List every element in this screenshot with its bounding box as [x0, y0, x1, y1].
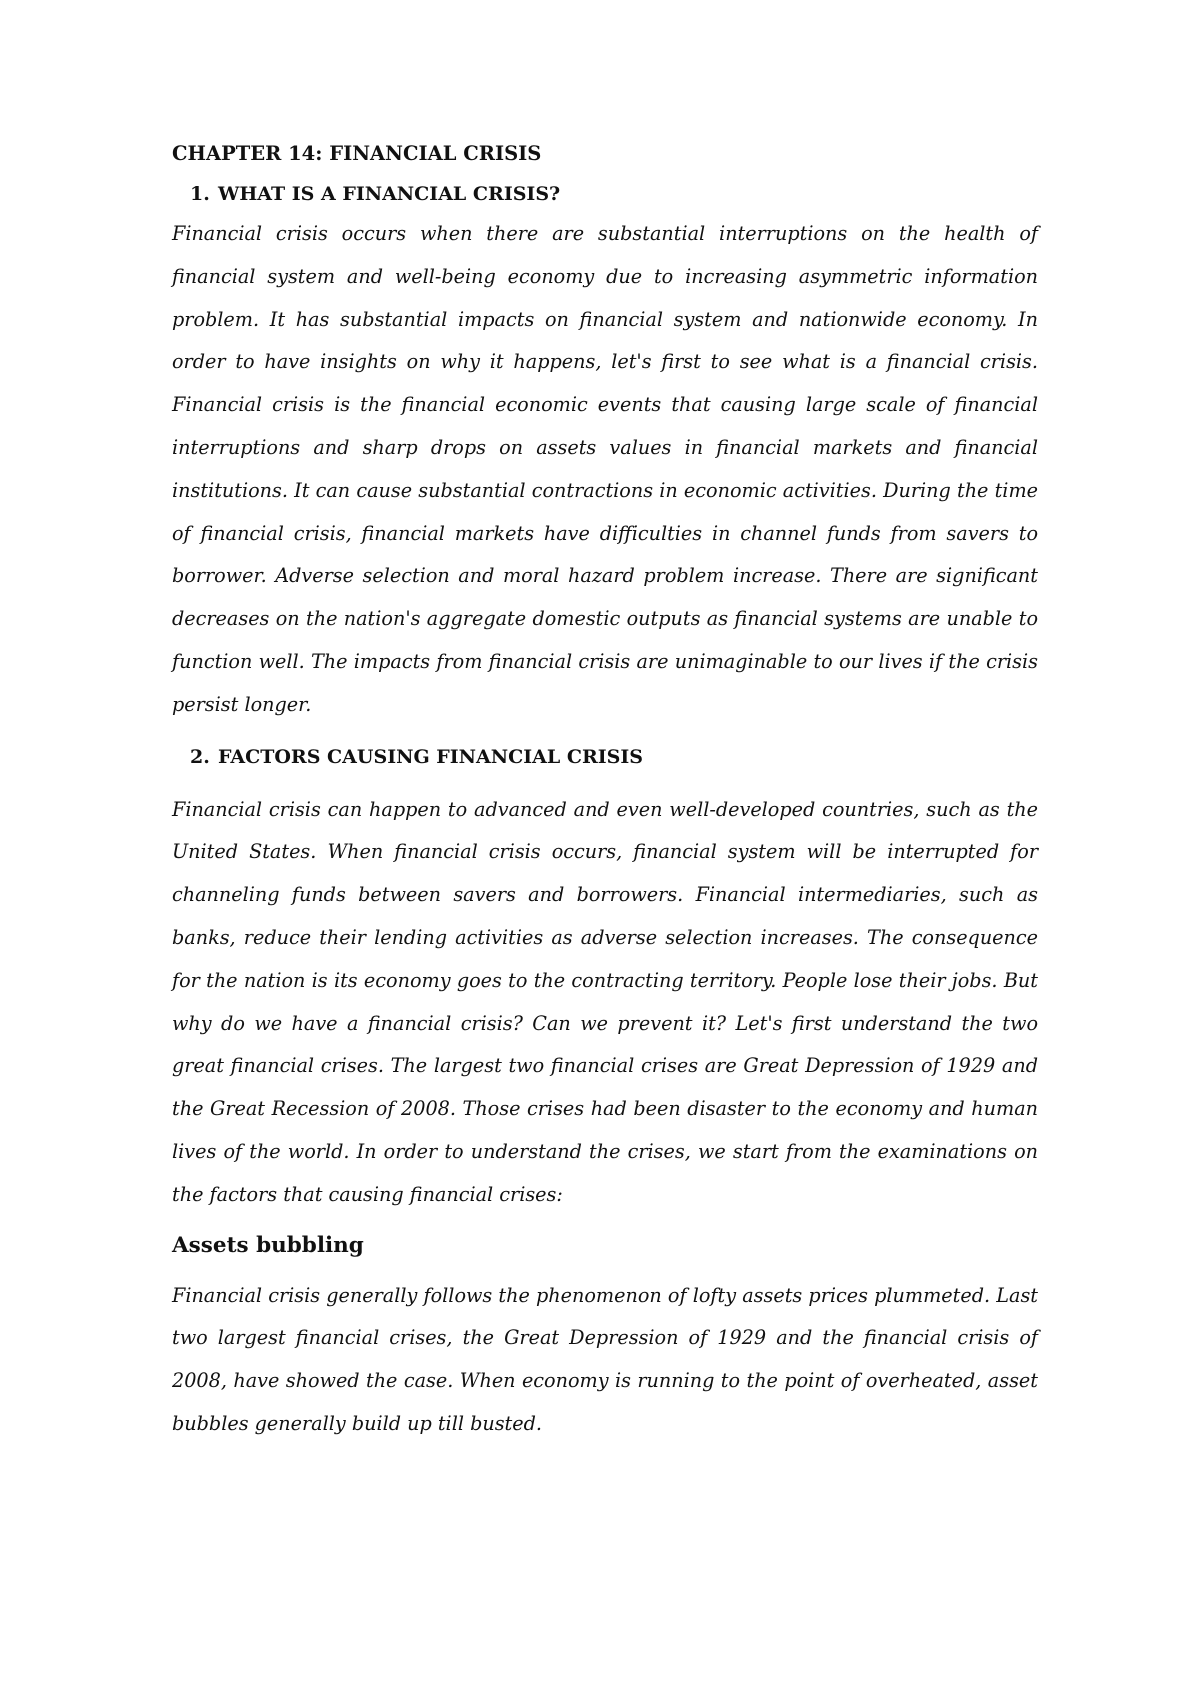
section-body-paragraph: Financial crisis can happen to advanced and even well-developed countries, such as the United States. When financial crisis occurs, financial system will be interrupted for channeling funds between savers and borrowers. Financial intermediaries, such as banks, reduce their lending activities as adverse selection increases. The consequence for the nation is its economy goes to the contracting territory. People lose their jobs. But why do we have a financial crisis? Can we prevent it? Let's first understand the two great financial crises. The largest two financial crises are Great Depression of 1929 and the Great Recession of 2008. Those crises had been disaster to the economy and human lives of the world. In order to understand the crises, we start from the examinations on the factors that causing financial crises:: [172, 797, 1038, 1206]
subsection-heading-assets-bubbling: Assets bubbling: [172, 1232, 364, 1258]
document-page: [172, 140, 1038, 1446]
section-heading-factors-causing-crisis: [172, 743, 1038, 771]
section-heading-text: FACTORS CAUSING FINANCIAL CRISIS: [218, 745, 644, 768]
section-heading-what-is-financial-crisis: [172, 180, 1038, 208]
section-body-paragraph: Financial crisis occurs when there are substantial interruptions on the health of financial system and well-being economy due to increasing asymmetric information problem. It has substantial impacts on financial system and nationwide economy. In order to have insights on why it happens, let's first to see what is a financial crisis. Financial crisis is the financial economic events that causing large scale of financial interruptions and sharp drops on assets values in financial markets and financial institutions. It can cause substantial contractions in economic activities. During the time of financial crisis, financial markets have difficulties in channel funds from savers to borrower. Adverse selection and moral hazard problem increase. There are significant decreases on the nation's aggregate domestic outputs as financial systems are unable to function well. The impacts from financial crisis are unimaginable to our lives if the crisis persist longer.: [172, 222, 1038, 716]
chapter-title: CHAPTER 14: FINANCIAL CRISIS: [172, 142, 542, 165]
subsection-body-paragraph: Financial crisis generally follows the phenomenon of lofty assets prices plummeted. Last two largest financial crises, the Great Depression of 1929 and the financial crisis of 2008, have showed the case. When economy is running to the point of overheated, asset bubbles generally build up till busted.: [172, 1283, 1038, 1435]
section-number: 2.: [190, 745, 210, 768]
section-heading-text: WHAT IS A FINANCIAL CRISIS?: [218, 183, 561, 205]
section-number: 1.: [190, 183, 210, 205]
